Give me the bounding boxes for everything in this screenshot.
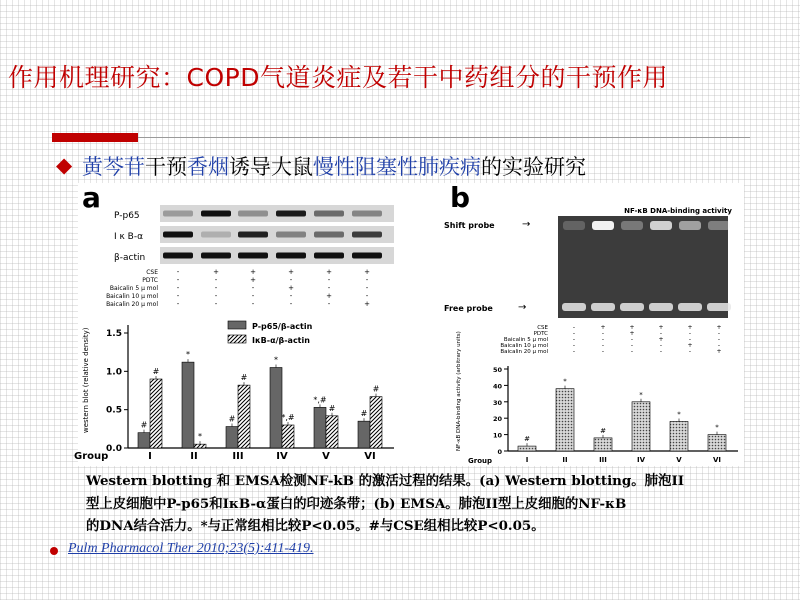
bar	[358, 421, 370, 448]
treatment-label: PDTC	[533, 331, 548, 337]
citation-link[interactable]: Pulm Pharmacol Ther 2010;23(5):411-419.	[68, 541, 314, 556]
caption-line: 的DNA结合活力。*与正常组相比较P<0.05。#与CSE组相比较P<0.05。	[86, 518, 545, 534]
blot-band	[163, 211, 193, 217]
treatment-mark: -	[601, 336, 605, 343]
citation-bullet-icon	[50, 547, 58, 555]
legend-label-p65: P-p65/β-actin	[252, 322, 313, 331]
bar	[226, 427, 238, 448]
treatment-mark: +	[288, 284, 294, 292]
x-tick-label: I	[148, 451, 152, 462]
shift-band	[621, 221, 643, 230]
subtitle-part: 黄芩苷	[82, 155, 145, 179]
blot-band	[238, 232, 268, 238]
free-probe-band	[562, 303, 586, 311]
significance-mark: #	[360, 409, 368, 419]
blot-label-ikb: I κ B-α	[114, 232, 144, 242]
treatment-mark: +	[629, 330, 635, 337]
treatment-mark: -	[365, 276, 369, 284]
subtitle-part: 慢性阻塞性肺疾病	[313, 155, 481, 179]
blot-band	[276, 211, 306, 217]
blot-band	[163, 253, 193, 259]
treatment-mark: -	[176, 300, 180, 308]
bar	[708, 435, 726, 451]
bar	[314, 407, 326, 448]
treatment-mark: -	[214, 284, 218, 292]
shift-band	[592, 221, 614, 230]
treatment-mark: +	[364, 300, 370, 308]
treatment-label: PDTC	[142, 277, 158, 284]
x-tick-label: IV	[636, 456, 646, 464]
treatment-mark: -	[572, 324, 576, 331]
treatment-mark: -	[572, 336, 576, 343]
significance-mark: *	[274, 355, 278, 365]
treatment-mark: -	[176, 268, 180, 276]
panel-b-label: b	[450, 181, 471, 214]
treatment-mark: -	[289, 300, 293, 308]
treatment-mark: +	[687, 342, 693, 349]
figure-svg	[74, 181, 744, 466]
treatment-mark: -	[365, 292, 369, 300]
significance-mark: *	[563, 377, 567, 386]
treatment-label: Baicalin 20 μ mol	[500, 349, 548, 355]
treatment-table-b	[573, 324, 722, 355]
treatment-mark: -	[572, 348, 576, 355]
y-tick-label: 50	[492, 366, 502, 374]
blot-band	[276, 232, 306, 238]
treatment-mark: -	[289, 276, 293, 284]
caption-line: 型上皮细胞中P-p65和IκB-α蛋白的印迹条带；(b) EMSA。肺泡II型上皮细胞的NF-κB	[86, 495, 627, 512]
y-tick-label: 0.5	[106, 405, 122, 416]
blot-band	[163, 232, 193, 238]
significance-mark: *,#	[313, 395, 327, 405]
treatment-mark: -	[214, 292, 218, 300]
blot-band	[352, 232, 382, 238]
blot-band	[201, 232, 231, 238]
treatment-mark: -	[289, 292, 293, 300]
bar	[670, 421, 688, 451]
legend-swatch-p65	[228, 321, 246, 329]
bar	[326, 416, 338, 448]
treatment-mark: -	[251, 292, 255, 300]
y-tick-label: 20	[492, 415, 502, 424]
treatment-mark: -	[214, 276, 218, 284]
treatment-mark: -	[214, 300, 218, 308]
treatment-mark: +	[600, 324, 606, 331]
treatment-mark: +	[658, 324, 664, 331]
y-axis-label: NF-κB DNA-binding activity (arbitrary units)	[456, 331, 462, 451]
y-ticks	[493, 366, 508, 456]
y-axis-label: western blot (relative density)	[82, 327, 90, 433]
blot-band	[352, 253, 382, 259]
treatment-mark: -	[572, 330, 576, 337]
treatment-mark: -	[176, 292, 180, 300]
bar	[370, 397, 382, 448]
bar	[556, 389, 574, 451]
blot-band	[238, 211, 268, 217]
x-tick-labels	[526, 456, 721, 464]
subtitle-part: 香烟	[187, 155, 229, 179]
blot-band	[314, 232, 344, 238]
x-tick-label: VI	[712, 456, 722, 464]
x-tick-label: II	[190, 451, 198, 462]
significance-mark: *	[639, 390, 643, 399]
y-tick-label: 1.0	[106, 367, 122, 378]
shift-probe-label: Shift probe	[444, 221, 495, 230]
treatment-mark: -	[630, 336, 634, 343]
y-tick-label: 0	[497, 448, 502, 456]
treatment-mark: -	[251, 300, 255, 308]
bar	[138, 433, 150, 448]
treatment-mark: +	[326, 268, 332, 276]
chart-western-blot	[74, 321, 394, 462]
arrow-right-icon: →	[518, 302, 527, 313]
treatment-mark: -	[717, 342, 721, 349]
title-accent-bar	[52, 133, 138, 142]
y-tick-label: 10	[492, 431, 502, 440]
blot-band	[276, 253, 306, 259]
blot-band	[352, 211, 382, 217]
bar	[150, 379, 162, 448]
treatment-mark: +	[250, 276, 256, 284]
blot-band	[201, 211, 231, 217]
treatment-mark: -	[717, 336, 721, 343]
treatment-mark: -	[176, 276, 180, 284]
treatment-mark: -	[659, 330, 663, 337]
treatment-labels-a	[106, 269, 158, 308]
bars	[518, 378, 726, 451]
treatment-mark: -	[327, 300, 331, 308]
treatment-label: Baicalin 5 μ mol	[503, 337, 548, 343]
x-tick-label: VI	[364, 451, 376, 462]
bar	[594, 438, 612, 451]
treatment-mark: -	[572, 342, 576, 349]
blot-label-p65: P-p65	[114, 211, 140, 221]
treatment-mark: -	[630, 348, 634, 355]
slide-title: 作用机理研究：COPD气道炎症及若干中药组分的干预作用	[8, 63, 668, 92]
significance-mark: *	[186, 350, 190, 360]
caption-line: Western blotting 和 EMSA检测NF-kB 的激活过程的结果。(a) Western blotting。肺泡II	[86, 473, 684, 489]
treatment-mark: -	[659, 348, 663, 355]
x-tick-label: IV	[276, 451, 288, 462]
significance-mark: *	[677, 410, 681, 419]
shift-band	[563, 221, 585, 230]
free-probe-band	[649, 303, 673, 311]
significance-mark: #	[152, 367, 160, 376]
bar	[238, 385, 250, 448]
treatment-labels-b	[500, 325, 548, 355]
significance-mark: #	[240, 373, 248, 383]
free-probe-band	[620, 303, 644, 311]
treatment-mark: -	[176, 284, 180, 292]
treatment-label: Baicalin 10 μ mol	[500, 343, 548, 349]
x-tick-label: III	[599, 456, 607, 464]
chart-nfkb-activity	[456, 331, 738, 465]
x-axis-label: Group	[74, 451, 109, 462]
y-tick-label: 1.5	[106, 329, 122, 339]
significance-mark: #	[228, 414, 236, 424]
bar	[282, 425, 294, 448]
arrow-right-icon: →	[522, 219, 531, 230]
y-tick-label: 0.0	[106, 444, 122, 454]
x-tick-labels	[148, 451, 376, 462]
x-tick-label: II	[562, 456, 568, 464]
emsa-gel	[558, 216, 728, 318]
bar	[182, 362, 194, 448]
bar	[270, 368, 282, 449]
y-tick-label: 40	[492, 382, 502, 391]
significance-mark: #	[328, 403, 336, 413]
title-divider	[138, 137, 750, 138]
treatment-mark: -	[601, 342, 605, 349]
significance-mark: #	[524, 435, 530, 444]
significance-mark: #	[372, 384, 380, 394]
free-probe-band	[678, 303, 702, 311]
legend-swatch-ikb	[228, 335, 246, 343]
blot-label-actin: β-actin	[114, 253, 146, 263]
x-tick-label: V	[322, 451, 330, 462]
diamond-bullet-icon: ◆	[56, 153, 73, 177]
significance-mark: *	[715, 423, 719, 432]
treatment-mark: -	[659, 342, 663, 349]
treatment-mark: -	[365, 284, 369, 292]
treatment-mark: -	[717, 330, 721, 337]
blot-band	[314, 253, 344, 259]
x-tick-label: III	[232, 451, 244, 462]
treatment-mark: +	[326, 292, 332, 300]
figure-caption	[86, 470, 766, 538]
treatment-label: CSE	[146, 269, 158, 276]
figure	[74, 181, 744, 466]
significance-mark: *,#	[281, 413, 295, 422]
treatment-mark: +	[250, 268, 256, 276]
treatment-mark: +	[288, 268, 294, 276]
treatment-mark: +	[213, 268, 219, 276]
emsa-title: NF-κB DNA-binding activity	[624, 207, 732, 215]
significance-mark: *	[198, 432, 202, 442]
panel-a-label: a	[82, 181, 101, 214]
blot-band	[201, 253, 231, 259]
treatment-mark: +	[716, 348, 722, 355]
treatment-mark: -	[327, 276, 331, 284]
legend-label-ikb: IκB-α/β-actin	[252, 336, 310, 345]
treatment-mark: +	[658, 336, 664, 343]
free-probe-band	[707, 303, 731, 311]
treatment-mark: -	[251, 284, 255, 292]
treatment-mark: -	[601, 330, 605, 337]
subtitle-part: 诱导大鼠	[229, 155, 313, 179]
treatment-mark: +	[629, 324, 635, 331]
bars	[138, 350, 382, 448]
significance-mark: #	[140, 420, 148, 430]
treatment-mark: +	[716, 324, 722, 331]
shift-band	[679, 221, 701, 230]
treatment-mark: -	[688, 348, 692, 355]
bar	[632, 402, 650, 451]
significance-mark: #	[600, 426, 606, 435]
x-tick-label: I	[525, 456, 529, 464]
treatment-mark: +	[687, 324, 693, 331]
blot-band	[238, 253, 268, 259]
free-probe-label: Free probe	[444, 304, 493, 313]
treatment-mark: -	[630, 342, 634, 349]
bar	[518, 446, 536, 451]
subtitle-part: 干预	[145, 155, 187, 179]
treatment-mark: -	[601, 348, 605, 355]
x-axis-label: Group	[468, 457, 493, 465]
treatment-mark: -	[688, 336, 692, 343]
treatment-label: Baicalin 5 μ mol	[109, 285, 158, 292]
treatment-mark: -	[327, 284, 331, 292]
treatment-label: CSE	[537, 325, 548, 331]
subtitle-part: 的实验研究	[481, 155, 586, 179]
treatment-label: Baicalin 20 μ mol	[106, 301, 158, 308]
treatment-mark: -	[688, 330, 692, 337]
free-probe-band	[591, 303, 615, 311]
treatment-label: Baicalin 10 μ mol	[106, 293, 158, 300]
treatment-mark: +	[364, 268, 370, 276]
bar	[194, 444, 206, 448]
slide-subtitle	[82, 151, 586, 181]
y-ticks	[106, 329, 128, 454]
blot-band	[314, 211, 344, 217]
treatment-table-a	[177, 268, 370, 308]
y-tick-label: 30	[492, 398, 502, 407]
x-tick-label: V	[676, 456, 682, 464]
shift-band	[650, 221, 672, 230]
shift-band	[708, 221, 730, 230]
